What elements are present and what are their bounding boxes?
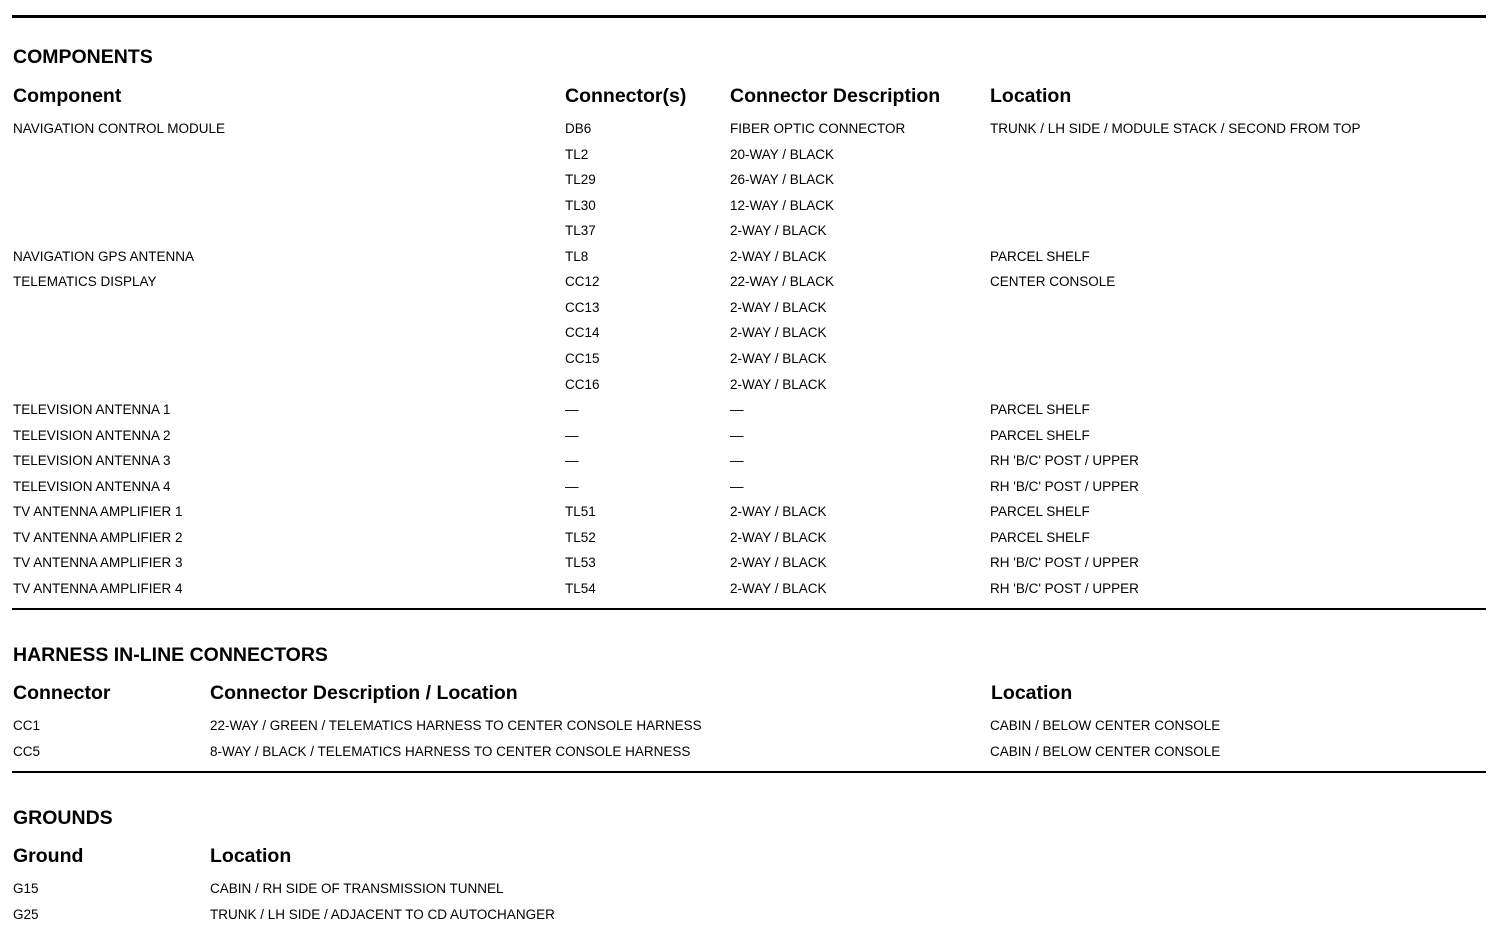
- connector-description-cell: 2-WAY / BLACK: [730, 350, 827, 366]
- location-cell: RH 'B/C' POST / UPPER: [990, 580, 1139, 596]
- location-cell: PARCEL SHELF: [990, 529, 1090, 545]
- connector-description-cell: 2-WAY / BLACK: [730, 555, 827, 571]
- connector-cell: CC1: [13, 718, 41, 733]
- connector-description-cell: 2-WAY / BLACK: [730, 580, 827, 596]
- connector-cell: TL51: [565, 504, 596, 520]
- connector-cell: TL29: [565, 172, 596, 188]
- location-cell: CABIN / BELOW CENTER CONSOLE: [990, 718, 1221, 733]
- location-cell: PARCEL SHELF: [990, 402, 1090, 418]
- header-connector-description: Connector Description: [730, 85, 941, 107]
- location-cell: RH 'B/C' POST / UPPER: [990, 555, 1139, 571]
- location-cell: RH 'B/C' POST / UPPER: [990, 478, 1139, 494]
- location-cell: TRUNK / LH SIDE / ADJACENT TO CD AUTOCHANGER: [210, 906, 555, 922]
- header-component: Component: [13, 85, 122, 107]
- connector-description-location-cell: 8-WAY / BLACK / TELEMATICS HARNESS TO CENTER CONSOLE HARNESS: [210, 743, 691, 759]
- connector-cell: CC14: [565, 325, 600, 341]
- location-cell: CABIN / RH SIDE OF TRANSMISSION TUNNEL: [210, 881, 504, 896]
- component-cell: TELEVISION ANTENNA 1: [13, 402, 171, 418]
- connector-description-cell: FIBER OPTIC CONNECTOR: [730, 121, 906, 136]
- component-cell: TELEVISION ANTENNA 3: [13, 453, 171, 469]
- connector-description-cell: 2-WAY / BLACK: [730, 529, 827, 545]
- header-connectors: Connector(s): [565, 85, 687, 107]
- header-ground-location: Location: [210, 845, 292, 867]
- header-connector-description-location: Connector Description / Location: [210, 682, 518, 704]
- connector-cell: TL37: [565, 223, 596, 239]
- connector-description-cell: 2-WAY / BLACK: [730, 325, 827, 341]
- connector-cell: CC5: [13, 743, 41, 759]
- connector-description-cell: —: [730, 402, 744, 418]
- connector-description-cell: —: [730, 427, 744, 443]
- connector-cell: TL52: [565, 529, 596, 545]
- location-cell: PARCEL SHELF: [990, 248, 1090, 264]
- connector-cell: TL8: [565, 248, 589, 264]
- component-cell: TELEVISION ANTENNA 2: [13, 427, 171, 443]
- connector-cell: DB6: [565, 121, 592, 136]
- connector-description-cell: 2-WAY / BLACK: [730, 223, 827, 239]
- connector-description-cell: 12-WAY / BLACK: [730, 197, 835, 213]
- connector-cell: TL2: [565, 146, 589, 162]
- connector-description-cell: 26-WAY / BLACK: [730, 172, 835, 188]
- component-cell: TELEVISION ANTENNA 4: [13, 478, 171, 494]
- component-cell: TV ANTENNA AMPLIFIER 3: [13, 555, 183, 571]
- grounds-title: GROUNDS: [13, 807, 113, 829]
- ground-cell: G25: [13, 906, 39, 922]
- connector-description-cell: —: [730, 453, 744, 469]
- location-cell: CENTER CONSOLE: [990, 274, 1116, 290]
- connector-description-cell: 20-WAY / BLACK: [730, 146, 835, 162]
- connector-cell: —: [565, 478, 579, 494]
- harness-bottom-rule: [12, 771, 1486, 773]
- connector-description-cell: 2-WAY / BLACK: [730, 504, 827, 520]
- components-title: COMPONENTS: [13, 46, 153, 68]
- connector-cell: TL54: [565, 580, 596, 596]
- component-cell: TELEMATICS DISPLAY: [13, 274, 157, 290]
- header-connector: Connector: [13, 682, 111, 704]
- component-cell: TV ANTENNA AMPLIFIER 1: [13, 504, 183, 520]
- connector-description-cell: 22-WAY / BLACK: [730, 274, 835, 290]
- connector-description-cell: 2-WAY / BLACK: [730, 248, 827, 264]
- location-cell: TRUNK / LH SIDE / MODULE STACK / SECOND FROM TOP: [990, 121, 1361, 136]
- header-ground: Ground: [13, 845, 84, 867]
- connector-cell: TL53: [565, 555, 596, 571]
- component-cell: TV ANTENNA AMPLIFIER 4: [13, 580, 183, 596]
- connector-description-location-cell: 22-WAY / GREEN / TELEMATICS HARNESS TO CENTER CONSOLE HARNESS: [210, 718, 702, 733]
- connector-cell: CC15: [565, 350, 600, 366]
- header-location: Location: [990, 85, 1072, 107]
- connector-description-cell: —: [730, 478, 744, 494]
- connector-cell: CC12: [565, 274, 600, 290]
- location-cell: PARCEL SHELF: [990, 504, 1090, 520]
- component-cell: NAVIGATION CONTROL MODULE: [13, 121, 226, 136]
- components-bottom-rule: [12, 608, 1486, 610]
- location-cell: RH 'B/C' POST / UPPER: [990, 453, 1139, 469]
- connector-cell: CC13: [565, 299, 600, 315]
- connector-cell: TL30: [565, 197, 596, 213]
- top-rule: [12, 15, 1486, 18]
- component-cell: NAVIGATION GPS ANTENNA: [13, 248, 195, 264]
- location-cell: PARCEL SHELF: [990, 427, 1090, 443]
- header-harness-location: Location: [991, 682, 1073, 704]
- connector-description-cell: 2-WAY / BLACK: [730, 376, 827, 392]
- harness-title: HARNESS IN-LINE CONNECTORS: [13, 644, 328, 666]
- location-cell: CABIN / BELOW CENTER CONSOLE: [990, 743, 1221, 759]
- connector-cell: —: [565, 427, 579, 443]
- connector-cell: CC16: [565, 376, 600, 392]
- connector-description-cell: 2-WAY / BLACK: [730, 299, 827, 315]
- connector-cell: —: [565, 402, 579, 418]
- component-cell: TV ANTENNA AMPLIFIER 2: [13, 529, 183, 545]
- ground-cell: G15: [13, 881, 39, 896]
- connector-cell: —: [565, 453, 579, 469]
